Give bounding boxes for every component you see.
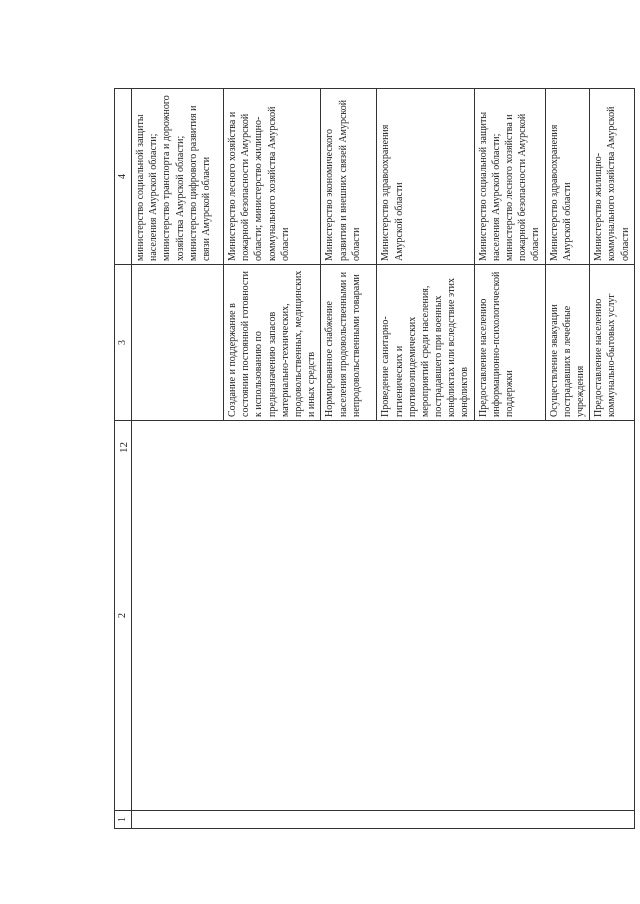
page-number: 12 xyxy=(118,442,130,453)
header-col-2: 2 xyxy=(115,421,132,811)
cell-col-4: Министерство жилищно-коммунального хозяйства Амурской области xyxy=(590,89,635,265)
cell-col-4: Министерство лесного хозяйства и пожарной безопасности Амурской области; министерство жилищно-коммунального хозяйства Амурской области xyxy=(224,89,321,265)
header-col-4: 4 xyxy=(115,89,132,265)
responsibility-table xyxy=(114,88,635,829)
cell-col-3: Осуществление эвакуации пострадавших в лечебные учреждения xyxy=(545,265,590,421)
cell-col-3: Предоставление населению информационно-психологической поддержки xyxy=(474,265,545,421)
cell-col-3: Предоставление населению коммунально-бытовых услуг xyxy=(590,265,635,421)
table-header-row xyxy=(115,89,132,829)
cell-col-4: Министерство здравоохранения Амурской области xyxy=(545,89,590,265)
cell-col-3: Нормированное снабжение населения продовольственными и непродовольственными товарами xyxy=(321,265,377,421)
merged-cell-col-1 xyxy=(132,811,635,829)
cell-col-4: Министерство экономического развития и внешних связей Амурской области xyxy=(321,89,377,265)
cell-col-4: Министерство социальной защиты населения Амурской области; министерство лесного хозяйства и пожарной безопасности Амурской области xyxy=(474,89,545,265)
cell-col-4: Министерство здравоохранения Амурской области xyxy=(377,89,474,265)
header-col-3: 3 xyxy=(115,265,132,421)
cell-col-3 xyxy=(132,265,224,421)
merged-cell-col-2 xyxy=(132,421,635,811)
rotated-table-sheet xyxy=(114,89,631,829)
cell-col-3: Проведение санитарно-гигиенических и противоэпидемических мероприятий среди населения, пострадавшего при военных конфликтах или вследствие этих конфликтов xyxy=(377,265,474,421)
cell-col-3: Создание и поддержание в состоянии постоянной готовности к использованию по предназначению запасов материально-технических, продовольственных, медицинских и иных средств xyxy=(224,265,321,421)
cell-col-4: министерство социальной защиты населения Амурской области; министерство транспорта и дорожного хозяйства Амурской области; министерство цифрового развития и связи Амурской области xyxy=(132,89,224,265)
header-col-1: 1 xyxy=(115,811,132,829)
table-row xyxy=(132,89,224,829)
